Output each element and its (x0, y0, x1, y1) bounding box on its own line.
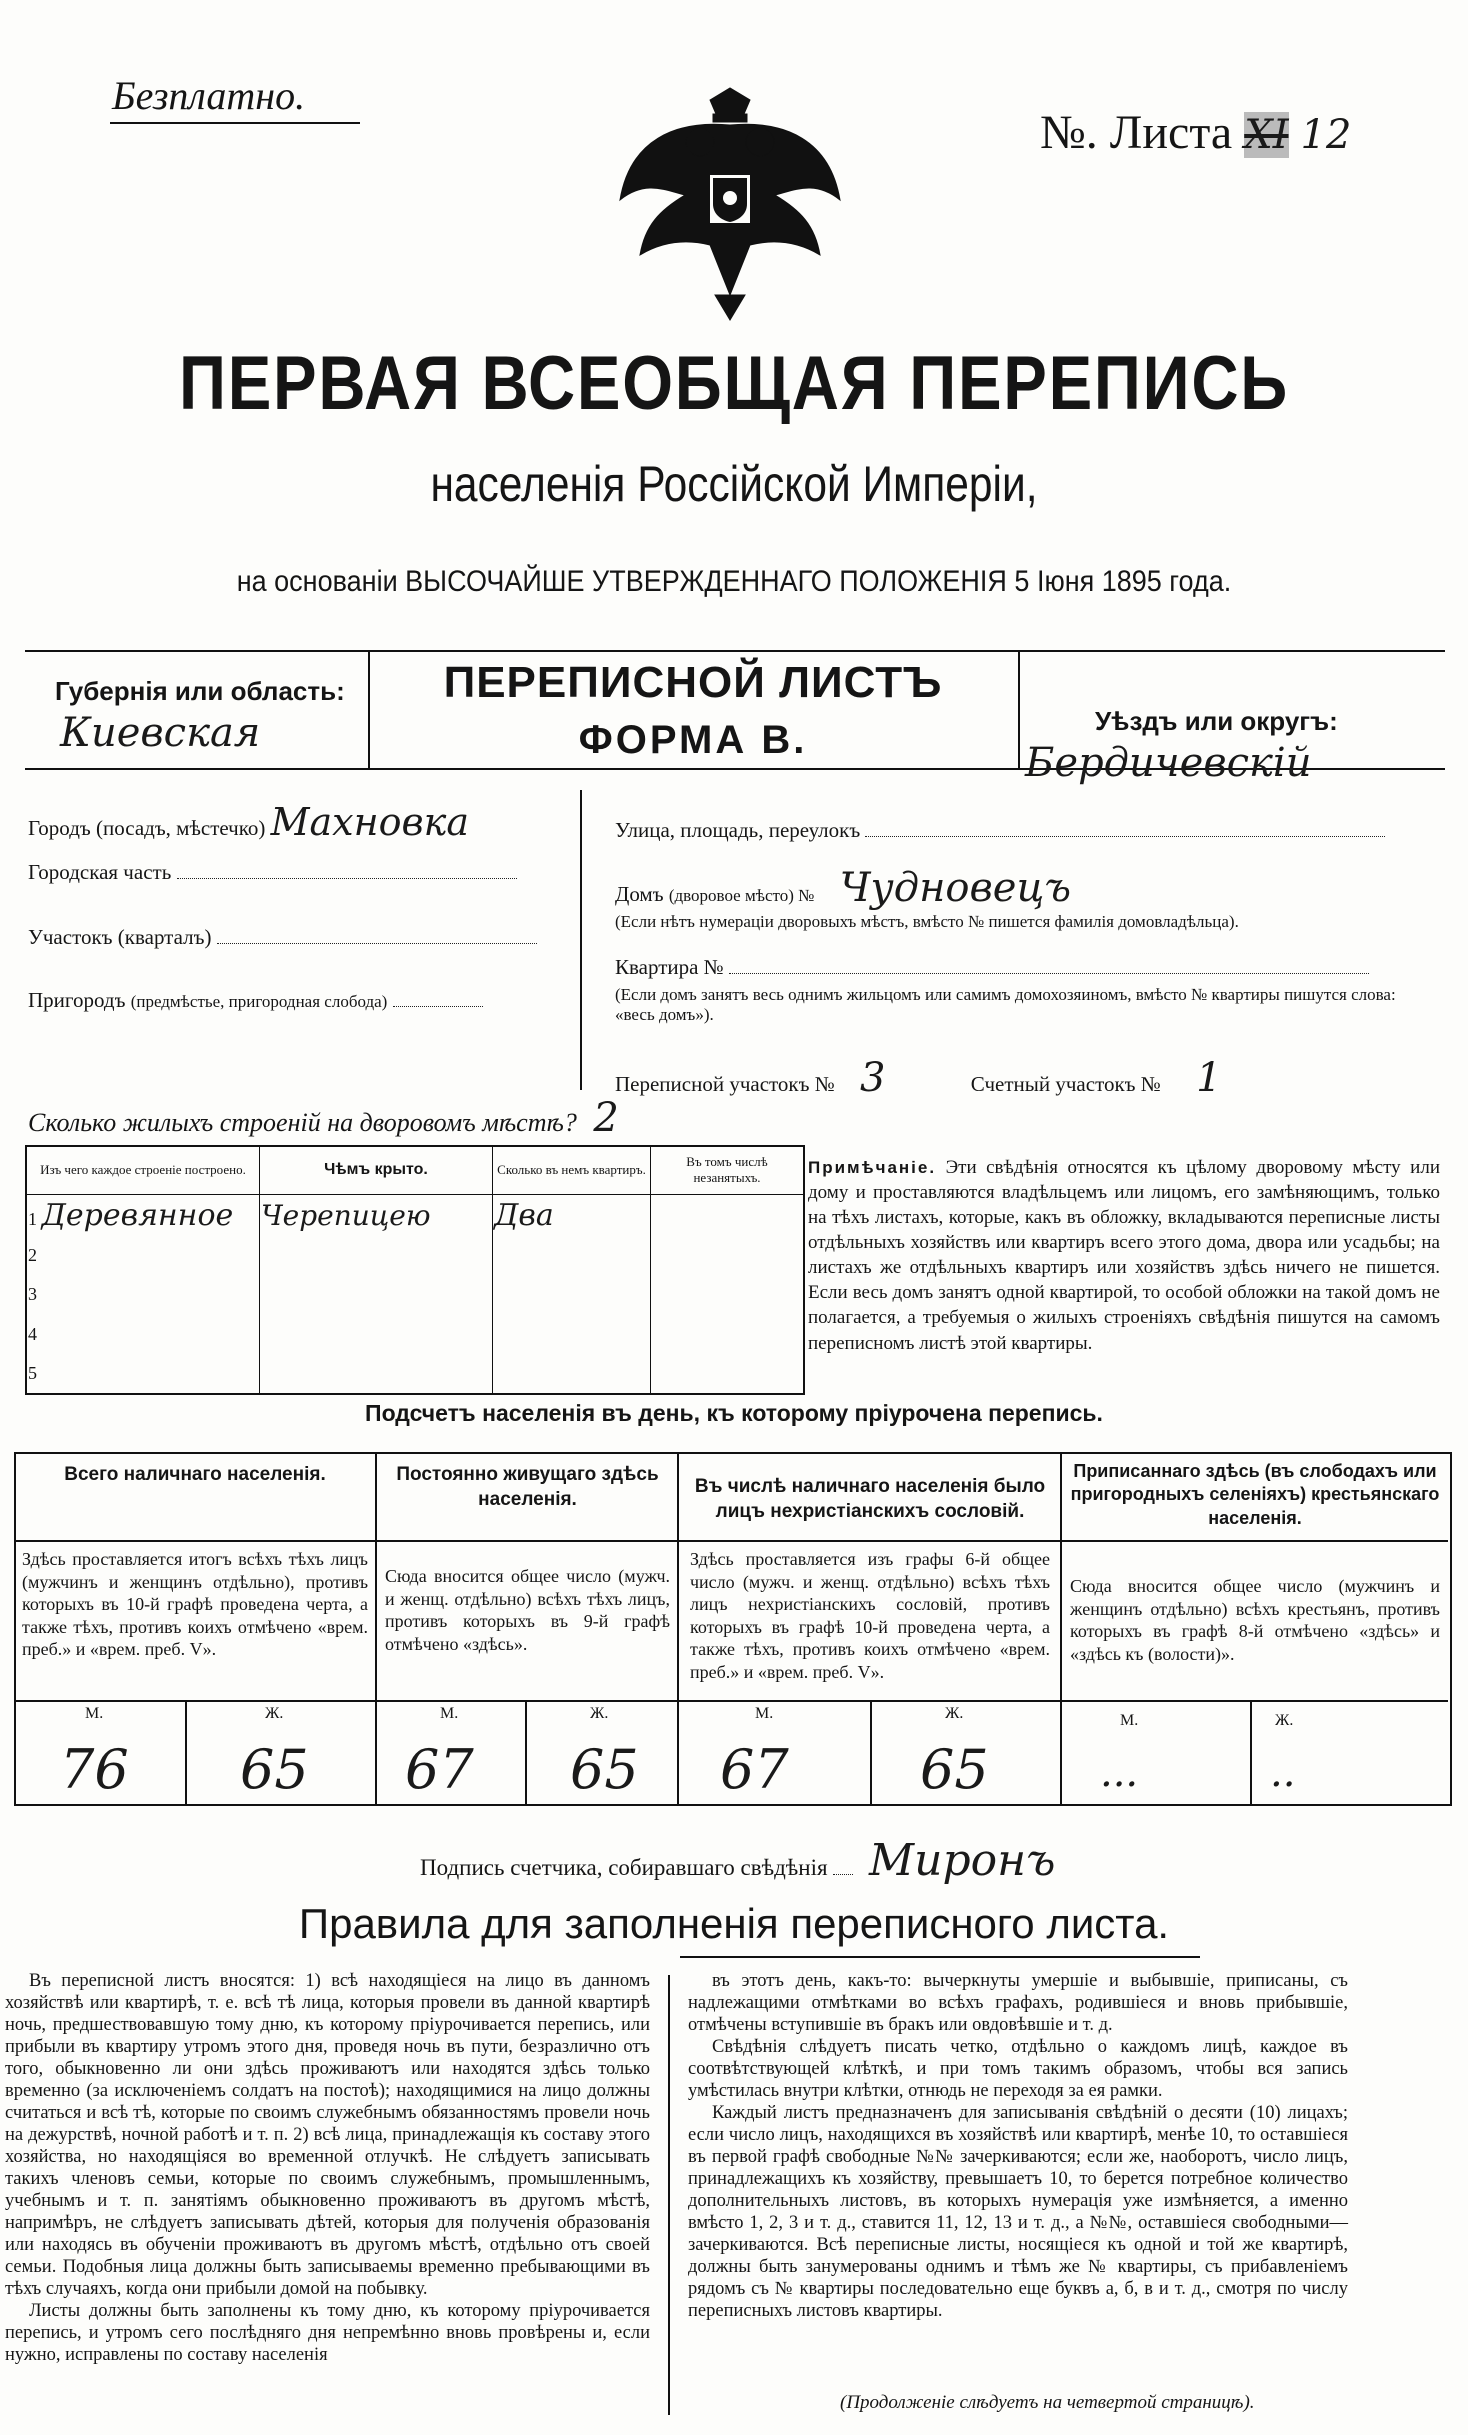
title-main: ПЕРВАЯ ВСЕОБЩАЯ ПЕРЕПИСЬ (179, 341, 1289, 426)
district-field (28, 925, 537, 950)
uezd-label: Уѣздъ или округъ: (1095, 706, 1338, 736)
table-row (26, 1236, 804, 1274)
count-district-label: Счетный участокъ № (970, 1072, 1161, 1096)
rules-right-paragraph: Свѣдѣнія слѣдуетъ писать четко, отдѣльно о каждомъ лицѣ, каждое въ соотвѣтствующей клѣткѣ, и при томъ такимъ образомъ, чтобы вся запись умѣстилась внутри клѣтки, отнюдь не переходя за ея рамки. (688, 2037, 1348, 2101)
suburb-hint: (предмѣстье, пригородная слобода) (130, 992, 388, 1011)
population-col2-m-label: М. (440, 1705, 459, 1722)
apartment-note: (Если домъ занятъ весь однимъ жильцомъ или самимъ домохозяиномъ, вмѣсто № квартиры пишутся слова: «весь домъ»). (615, 985, 1396, 1025)
sheet-number-value: 12 (1300, 112, 1352, 158)
population-col3-head: Въ числѣ наличнаго населенія было лицъ нехристіанскихъ сословій. (694, 1476, 1046, 1522)
rules-right-paragraph: въ этотъ день, какъ-то: вычеркнуты умершіе и выбывшіе, приписаны, съ надлежащими отмѣтками во всѣхъ графахъ, родившіеся и вновь прибывшіе, отмѣчены вступившіе въ бракъ или овдовѣвшіе и т. д. (688, 1971, 1348, 2035)
buildings-note (808, 1155, 1440, 1356)
gubernia-label: Губернія или область: (55, 676, 345, 706)
population-col4-head: Приписаннаго здѣсь (въ слободахъ или пригородныхъ селеніяхъ) крестьянскаго населенія. (1070, 1461, 1440, 1528)
table-row (26, 1314, 804, 1354)
free-label: Безплатно. (112, 73, 306, 118)
house-field (615, 865, 1071, 911)
population-col2-f: 65 (570, 1738, 639, 1801)
population-col2-head: Постоянно живущаго здѣсь населенія. (396, 1464, 659, 1510)
city-field (28, 800, 469, 844)
signature-value: Миронъ (869, 1835, 1056, 1886)
list-title: ПЕРЕПИСНОЙ ЛИСТЪ (443, 658, 943, 707)
census-district-value: 3 (860, 1055, 886, 1101)
row-number: 1 (28, 1208, 37, 1229)
population-col3-f: 65 (920, 1738, 989, 1801)
buildings-header-vacant: Въ томъ числѣ незанятыхъ. (651, 1146, 805, 1194)
census-district-label: Переписной участокъ № (615, 1072, 835, 1096)
signature-label: Подпись счетчика, собиравшаго свѣдѣнія (420, 1855, 828, 1880)
buildings-table (25, 1145, 805, 1395)
city-value: Махновка (270, 800, 469, 844)
apartment-label: Квартира № (615, 955, 724, 979)
suburb-label: Пригородъ (28, 988, 126, 1012)
apartment-field (615, 955, 1369, 980)
suburb-field (28, 988, 483, 1013)
buildings-question-label: Сколько жилыхъ строеній на дворовомъ мѣстѣ? (28, 1108, 577, 1137)
row-number: 5 (28, 1363, 37, 1383)
city-part-label: Городская часть (28, 860, 172, 884)
row-roof: Черепицею (260, 1194, 493, 1236)
house-label: Домъ (615, 882, 664, 906)
row-apartments: Два (493, 1194, 651, 1236)
city-label: Городъ (посадъ, мѣстечко) (28, 816, 266, 840)
population-col1-text: Здѣсь проставляется итогъ всѣхъ тѣхъ лицъ (мужчинъ и женщинъ отдѣльно), противъ которыхъ въ 10-й графѣ проведена черта, а также тѣхъ, противъ коихъ отмѣчено «врем. преб.» и «врем. преб. V». (22, 1549, 368, 1659)
street-label: Улица, площадь, переулокъ (615, 818, 861, 842)
population-col4-text: Сюда вносится общее число (мужчинъ и женщинъ отдѣльно) всѣхъ крестьянъ, противъ которыхъ въ графѣ 8-й отмѣчено «здѣсь» и «здѣсь къ (волости)». (1070, 1576, 1440, 1664)
population-col3-text: Здѣсь проставляется изъ графы 6-й общее число (мужч. и женщ. отдѣльно) всѣхъ тѣхъ лицъ нехристіанскихъ сословій, противъ которыхъ въ графѣ 10-й проведена черта, а также тѣхъ, противъ коихъ отмѣчено «врем. преб.» и «врем. преб. V». (690, 1549, 1050, 1682)
row-number: 3 (28, 1283, 37, 1304)
population-col1-m-label: М. (85, 1705, 104, 1722)
house-value: Чудновецъ (839, 865, 1072, 911)
count-district-value: 1 (1196, 1055, 1222, 1101)
buildings-note-text: Эти свѣдѣнія относятся къ цѣлому дворовому мѣсту или дому и проставляются владѣльцемъ или лицомъ, его замѣняющимъ, только на тѣхъ листахъ, которые, какъ въ обложку, вкладываются переписные листы отдѣльныхъ хозяйствъ или квартиръ всего этого дома, двора или усадьбы; на листахъ же отдѣльныхъ квартиръ или хозяйствъ здѣсь ничего не пишется. Если весь домъ занятъ одной квартирой, то особой обложки на такой домъ не полагается, а требуемыя о жилыхъ строеніяхъ свѣдѣнія пишутся на самомъ переписномъ листѣ этой квартиры. (808, 1157, 1440, 1354)
title-basis: на основаніи ВЫСОЧАЙШЕ УТВЕРЖДЕННАГО ПОЛОЖЕНІЯ 5 Іюня 1895 года. (236, 565, 1232, 598)
rules-continuation: (Продолженіе слѣдуетъ на четвертой страницѣ). (840, 2392, 1255, 2413)
enumerator-signature (420, 1835, 1055, 1886)
population-col3-f-label: Ж. (945, 1705, 964, 1722)
double-headed-eagle-emblem (605, 80, 855, 330)
form-label: ФОРМА В. (578, 718, 808, 762)
house-note: (Если нѣтъ нумераціи дворовыхъ мѣстъ, вмѣсто № пишется фамилія домовладѣльца). (615, 912, 1239, 931)
rules-left-paragraph: Въ переписной листъ вносятся: 1) всѣ находящіеся на лицо въ данномъ хозяйствѣ или квартирѣ, т. е. всѣ тѣ лица, которыя провели въ данной квартирѣ ночь, предшествовавшую тому дню, къ которому пріурочивается перепись, или прибыли въ квартиру утромъ этого дня, проведя ночь въ пути, безразлично отъ того, обыкновенно ли они здѣсь проживаютъ или находятся здѣсь только временно (за исключеніемъ солдатъ на постоѣ); находящимися на лицо должны считаться и всѣ тѣ, которые по своимъ служебнымъ обязанностямъ провели ночь на дежурствѣ, ночной работѣ и т. п. 2) всѣ лица, принадлежащія къ составу этого хозяйства, но находящіяся во временной отлучкѣ. Не слѣдуетъ записывать такихъ членовъ семьи, которые по своимъ служебнымъ, промышленнымъ, учебнымъ и т. п. занятіямъ обыкновенно проживаютъ въ другомъ мѣстѣ, напримѣръ, не слѣдуетъ записывать дѣтей, которыя для полученія образованія или находясь въ обученіи проживаютъ въ другомъ мѣстѣ, отдѣльно отъ своей семьи. Подобныя лица должны быть записываемы временно пребывающими въ тѣхъ случаяхъ, когда они прибыли домой на побывку. (5, 1971, 650, 2299)
population-col1-head: Всего наличнаго населенія. (64, 1464, 326, 1485)
street-field (615, 818, 1385, 843)
row-material: Деревянное (41, 1197, 234, 1233)
rules-title: Правила для заполненія переписного листа. (298, 1900, 1170, 1947)
census-districts (615, 1055, 1222, 1101)
population-col1-f-label: Ж. (265, 1705, 284, 1722)
population-col3-m-label: М. (755, 1705, 774, 1722)
table-row (26, 1274, 804, 1314)
population-col1-f: 65 (240, 1738, 309, 1801)
row-vacant (651, 1194, 805, 1236)
buildings-header-apartments: Сколько въ немъ квартиръ. (493, 1146, 651, 1194)
house-hint: (дворовое мѣсто) № (668, 886, 815, 905)
population-col3-m: 67 (720, 1738, 789, 1801)
rules-right-column (688, 1970, 1348, 2322)
buildings-question (28, 1095, 619, 1141)
buildings-header-material: Изъ чего каждое строеніе построено. (26, 1146, 260, 1194)
uezd-value: Бердичевскій (1025, 740, 1312, 786)
rules-right-paragraph: Каждый листъ предназначенъ для записыванія свѣдѣній о десяти (10) лицахъ; если число лицъ, находящихся въ хозяйствѣ или квартирѣ, менѣе 10, то оставшіеся въ первой графѣ свободные №№ зачеркиваются; если же, наоборотъ, число лицъ, принадлежащихъ къ хозяйству, превышаетъ 10, то берется потребное количество дополнительныхъ листовъ, въ которыхъ нумерація уже измѣняется, а именно вмѣсто 1, 2, 3 и т. д., ставится 11, 12, 13 и т. д., а №№, оставшіеся свободными—зачеркиваются. Всѣ переписные листы, носящіеся къ одной и той же квартирѣ, должны быть занумерованы однимъ и тѣмъ же № квартиры, съ прибавленіемъ рядомъ съ № квартиры последовательно еще буквъ а, б, в и т. д., смотря по числу переписныхъ листовъ квартиры. (688, 2103, 1348, 2321)
population-col4-m-label: М. (1120, 1712, 1139, 1729)
sheet-number-label: №. Листа (1040, 106, 1233, 159)
city-part-field (28, 860, 517, 885)
gubernia-value: Киевская (60, 710, 261, 756)
population-title: Подсчетъ населенія въ день, къ которому пріурочена перепись. (365, 1400, 1103, 1426)
buildings-note-label: Примѣчаніе. (808, 1158, 937, 1177)
population-col4-f: .. (1270, 1750, 1296, 1796)
population-col4-m: ... (1100, 1750, 1139, 1796)
rules-left-paragraph: Листы должны быть заполнены къ тому дню, къ которому пріурочивается перепись, и утромъ сего послѣдняго дня непремѣнно вновь провѣрены и, если нужно, исправлены по составу населенія (5, 2301, 650, 2365)
buildings-header-roof: Чѣмъ крыто. (260, 1146, 493, 1194)
buildings-answer: 2 (593, 1095, 619, 1141)
table-row (26, 1354, 804, 1394)
row-number: 2 (28, 1244, 37, 1265)
sheet-number-struck: XI (1244, 112, 1289, 158)
population-col4-f-label: Ж. (1275, 1712, 1294, 1729)
population-col2-m: 67 (405, 1738, 474, 1801)
title-sub: населенія Россійской Имперіи, (430, 456, 1038, 512)
population-col1-m: 76 (60, 1738, 129, 1801)
sheet-number (1040, 105, 1351, 160)
population-col2-f-label: Ж. (590, 1705, 609, 1722)
row-number: 4 (28, 1323, 37, 1344)
district-label: Участокъ (кварталъ) (28, 925, 212, 949)
population-col2-text: Сюда вносится общее число (мужч. и женщ. отдѣльно) всѣхъ тѣхъ лицъ, противъ которыхъ въ 9-й графѣ отмѣчено «здѣсь». (385, 1566, 670, 1654)
rules-left-column (5, 1970, 650, 2366)
free-underline (110, 122, 360, 124)
table-row (26, 1194, 804, 1236)
